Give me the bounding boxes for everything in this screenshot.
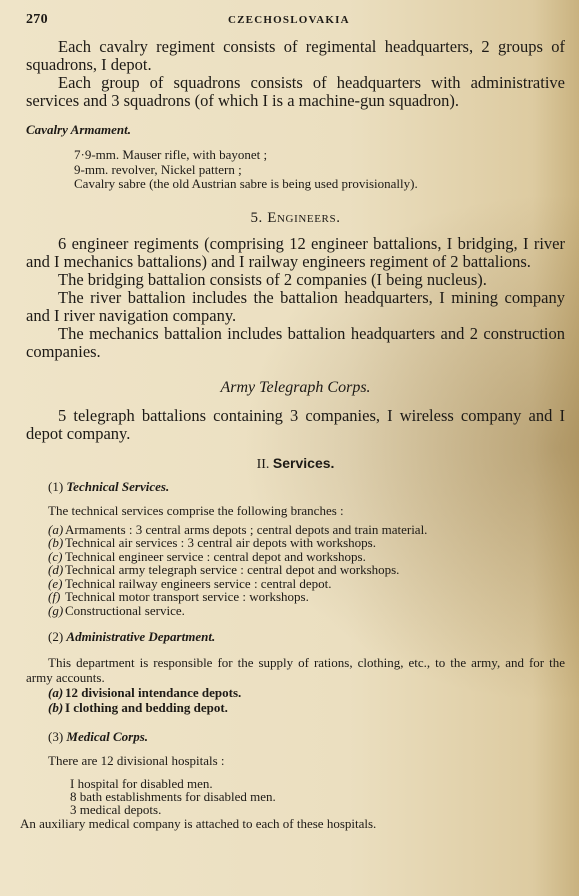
- cavalry-armament-list: [26, 148, 565, 192]
- medical-closing-line: An auxiliary medical company is attached to each of these hospitals.: [20, 816, 377, 831]
- branch-item: (b) Technical air services : 3 central air depots with workshops.: [48, 535, 376, 550]
- engineers-section-label: Engineers.: [267, 209, 341, 226]
- technical-services-label: Technical Services.: [66, 478, 170, 494]
- administrative-label: Administrative Department.: [66, 629, 216, 644]
- cavalry-paragraph-2: Each group of squadrons consists of headquarters with administrative services and 3 squadrons (of which I is a machine-gun squadron).: [26, 73, 565, 110]
- services-section-number: II.: [256, 456, 270, 472]
- technical-services-heading: [26, 479, 565, 495]
- armament-item: 9-mm. revolver, Nickel pattern ;: [74, 161, 242, 177]
- branch-item: (f) Technical motor transport service : workshops.: [48, 589, 309, 604]
- administrative-paragraph: This department is responsible for the supply of rations, clothing, etc., to the army, and for the army accounts.: [26, 655, 565, 685]
- medical-item: I hospital for disabled men.: [70, 776, 213, 791]
- armament-item: 7·9-mm. Mauser rifle, with bayonet ;: [74, 147, 268, 162]
- page-number: 270: [26, 12, 48, 27]
- engineers-paragraph-2: The bridging battalion consists of 2 companies (I being nucleus).: [58, 269, 487, 289]
- cavalry-armament-heading: Cavalry Armament.: [26, 122, 131, 137]
- cavalry-paragraph-1: Each cavalry regiment consists of regimental headquarters, 2 groups of squadrons, I depot.: [26, 37, 565, 74]
- branch-item: (a) Armaments : 3 central arms depots ; central depots and train material.: [48, 521, 428, 537]
- medical-item: 3 medical depots.: [70, 802, 162, 817]
- branch-item: (d) Technical army telegraph service : central depot and workshops.: [48, 562, 400, 577]
- administrative-depot-list: [26, 685, 565, 715]
- branch-item: (c) Technical engineer service : central depot and workshops.: [48, 548, 366, 564]
- technical-services-lead: The technical services comprise the following branches :: [48, 502, 344, 518]
- engineers-paragraph-4: The mechanics battalion includes battalion headquarters and 2 construction companies.: [26, 323, 565, 361]
- branch-item: (e) Technical railway engineers service : central depot.: [48, 575, 332, 591]
- medical-label: Medical Corps.: [66, 729, 149, 744]
- medical-heading: [26, 729, 565, 745]
- page-header: [26, 12, 565, 34]
- engineers-paragraph-1: 6 engineer regiments (comprising 12 engineer battalions, I bridging, I river and I mechanics battalions) and I railway engineers regiment of 2 battalions.: [26, 233, 565, 271]
- engineers-section-number: 5.: [250, 209, 263, 226]
- armament-item: Cavalry sabre (the old Austrian sabre is being used provisionally).: [74, 176, 418, 191]
- telegraph-paragraph: 5 telegraph battalions containing 3 companies, I wireless company and I depot company.: [26, 405, 565, 443]
- depot-item: (b) I clothing and bedding depot.: [48, 700, 228, 715]
- administrative-number: (2): [48, 629, 64, 644]
- medical-number: (3): [48, 729, 64, 744]
- technical-branches-list: [26, 523, 565, 618]
- services-section-label: Services.: [272, 454, 335, 471]
- telegraph-section-title: Army Telegraph Corps.: [220, 378, 371, 396]
- depot-item: (a) 12 divisional intendance depots.: [48, 685, 242, 700]
- medical-lead: There are 12 divisional hospitals :: [48, 753, 225, 768]
- running-title: CZECHOSLOVAKIA: [228, 14, 350, 26]
- technical-services-number: (1): [48, 478, 64, 494]
- medical-item: 8 bath establishments for disabled men.: [70, 789, 276, 804]
- branch-item: (g) Constructional service.: [48, 602, 185, 618]
- services-section-title: [26, 455, 565, 473]
- medical-items-list: [26, 777, 565, 816]
- engineers-paragraph-3: The river battalion includes the battalion headquarters, I mining company and I river navigation company.: [26, 287, 565, 325]
- engineers-section-title: [26, 210, 565, 227]
- administrative-heading: [26, 629, 565, 645]
